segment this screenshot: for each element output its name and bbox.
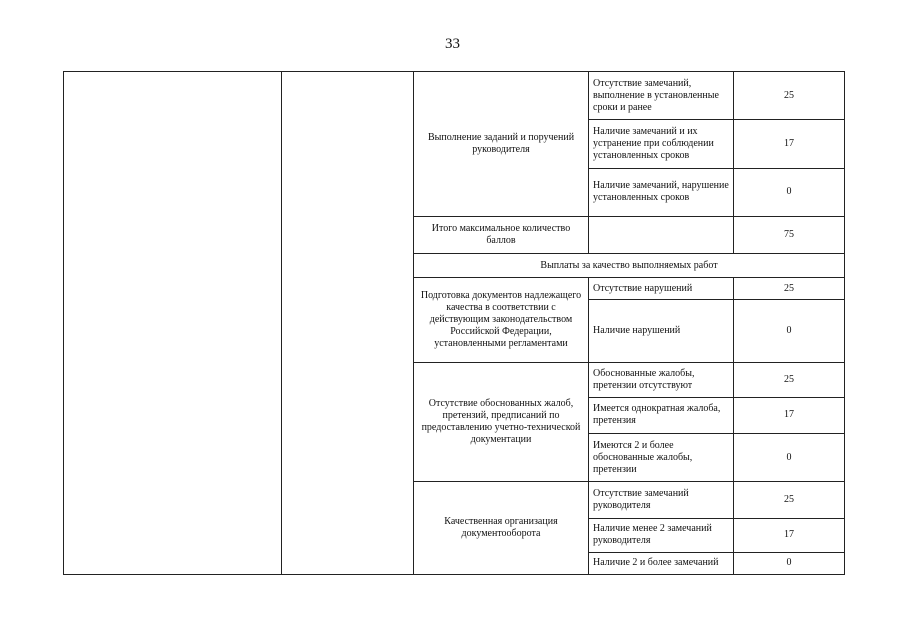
condition-text: Отсутствие замечаний руководителя [589, 482, 734, 518]
condition-points: 25 [734, 72, 845, 120]
condition-text: Обоснованные жалобы, претензии отсутствуют [589, 362, 734, 397]
condition-points: 0 [734, 434, 845, 482]
condition-points: 25 [734, 482, 845, 518]
blank-column-2 [282, 72, 414, 575]
condition-points: 0 [734, 168, 845, 216]
condition-text: Наличие замечаний, нарушение установленных сроков [589, 168, 734, 216]
condition-text: Наличие замечаний и их устранение при соблюдении установленных сроков [589, 120, 734, 168]
condition-points: 17 [734, 397, 845, 433]
total-label: Итого максимальное количество баллов [414, 216, 589, 253]
condition-points: 25 [734, 278, 845, 300]
condition-points: 0 [734, 552, 845, 574]
condition-points: 17 [734, 518, 845, 552]
total-condition [589, 216, 734, 253]
blank-column-1 [64, 72, 282, 575]
condition-text: Наличие нарушений [589, 300, 734, 362]
condition-text: Наличие 2 и более замечаний [589, 552, 734, 574]
criterion-name: Качественная организация документооборота [414, 482, 589, 575]
condition-points: 0 [734, 300, 845, 362]
condition-text: Имеется однократная жалоба, претензия [589, 397, 734, 433]
condition-text: Наличие менее 2 замечаний руководителя [589, 518, 734, 552]
section-title: Выплаты за качество выполняемых работ [414, 254, 845, 278]
criterion-name: Подготовка документов надлежащего качества в соответствии с действующим законодательством Российской Федерации, установленными регламентами [414, 278, 589, 362]
table-row [64, 72, 845, 120]
condition-text: Отсутствие нарушений [589, 278, 734, 300]
criterion-name: Выполнение заданий и поручений руководителя [414, 72, 589, 217]
page-number: 33 [445, 36, 460, 52]
criteria-table [63, 71, 845, 575]
condition-text: Имеются 2 и более обоснованные жалобы, претензии [589, 434, 734, 482]
condition-text: Отсутствие замечаний, выполнение в установленные сроки и ранее [589, 72, 734, 120]
criterion-name: Отсутствие обоснованных жалоб, претензий, предписаний по предоставлению учетно-технической документации [414, 362, 589, 482]
total-points: 75 [734, 216, 845, 253]
condition-points: 25 [734, 362, 845, 397]
condition-points: 17 [734, 120, 845, 168]
